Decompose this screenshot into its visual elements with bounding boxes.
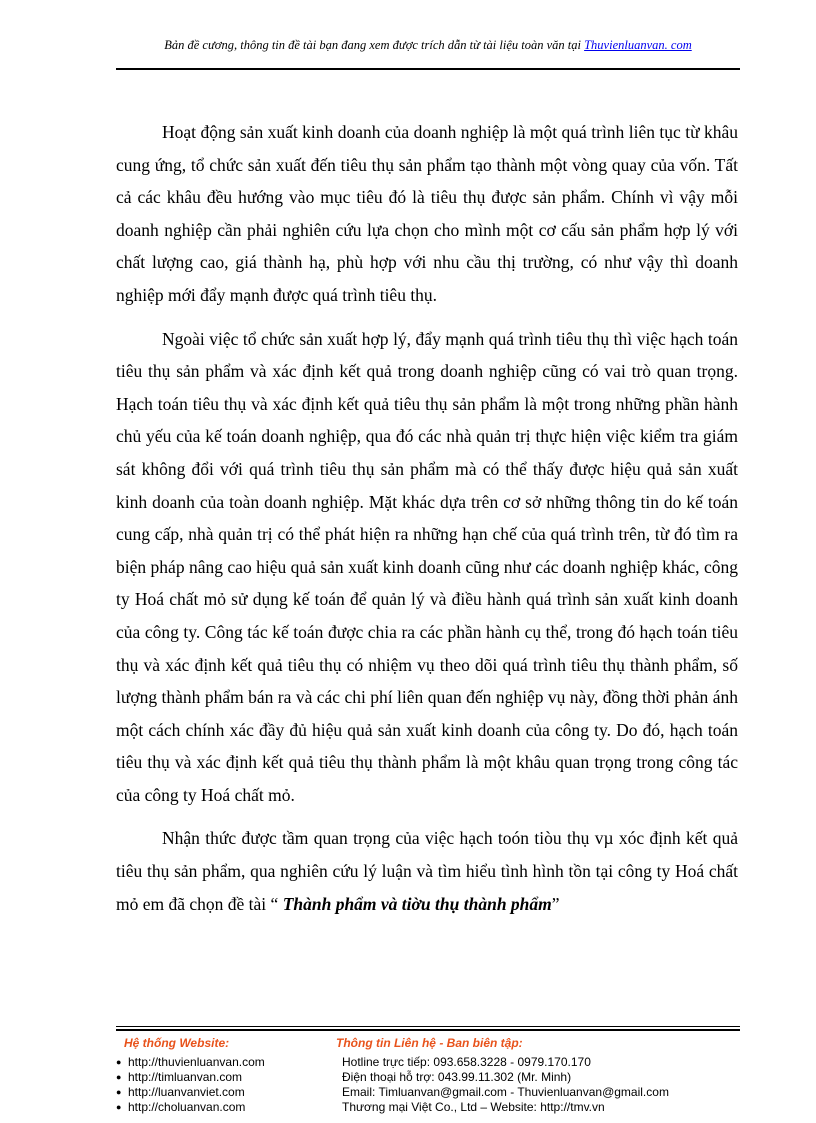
- support-phone-line: Điện thoại hỗ trợ: 043.99.11.302 (Mr. Minh): [342, 1070, 572, 1084]
- paragraph-1: Hoạt động sản xuất kinh doanh của doanh nghiệp là một quá trình liên tục từ khâu cung ứng, tổ chức sản xuất đến tiêu thụ sản phẩm tạo thành một vòng quay của vốn. Tất cả các khâu đều hướng vào mục tiêu đó là tiêu thụ được sản phẩm. Chính vì vậy mỗi doanh nghiệp cần phải nghiên cứu lựa chọn cho mình một cơ cấu sản phẩm hợp lý với chất lượng cao, giá thành hạ, phù hợp với nhu cầu thị trường, có như vậy thì doanh nghiệp mới đẩy mạnh được quá trình tiêu thụ.: [116, 122, 738, 305]
- footer-divider-thin: [116, 1026, 740, 1027]
- email-line: Email: Timluanvan@gmail.com - Thuvienluanvan@gmail.com: [342, 1085, 669, 1099]
- website-link[interactable]: http://thuvienluanvan.com: [128, 1055, 265, 1069]
- footer-divider-thick: [116, 1029, 740, 1031]
- website-item[interactable]: [116, 1100, 336, 1115]
- contact-section: [336, 1036, 740, 1115]
- contact-heading: Thông tin Liên hệ - Ban biên tập:: [336, 1036, 523, 1050]
- bullet-icon: ●: [116, 1102, 122, 1112]
- website-link[interactable]: http://luanvanviet.com: [128, 1085, 245, 1099]
- contact-lines: [336, 1055, 740, 1115]
- paragraph-3: [116, 822, 738, 920]
- page-header: [116, 38, 740, 53]
- document-body: [116, 116, 738, 920]
- paragraph-2: Ngoài việc tổ chức sản xuất hợp lý, đẩy mạnh quá trình tiêu thụ thì việc hạch toán tiêu thụ sản phẩm và xác định kết quả trong doanh nghiệp cũng có vai trò quan trọng. Hạch toán tiêu thụ và xác định kết quả tiêu thụ sản phẩm là một trong những phần hành chủ yếu của kế toán doanh nghiệp, qua đó các nhà quản trị thực hiện việc kiểm tra giám sát không đổi với quá trình tiêu thụ sản phẩm mà có thể thấy được hiệu quả sản xuất kinh doanh của toàn doanh nghiệp. Mặt khác dựa trên cơ sở những thông tin do kế toán cung cấp, nhà quản trị có thể phát hiện ra những hạn chế của quá trình trên, từ đó tìm ra biện pháp nâng cao hiệu quả sản xuất kinh doanh cũng như các doanh nghiệp khác, công ty Hoá chất mỏ sử dụng kế toán để quản lý và điều hành quá trình sản xuất kinh doanh của công ty. Công tác kế toán được chia ra các phần hành cụ thể, trong đó hạch toán tiêu thụ và xác định kết quả tiêu thụ có nhiệm vụ theo dõi quá trình tiêu thụ thành phẩm, số lượng thành phẩm bán ra và các chi phí liên quan đến nghiệp vụ này, đồng thời phản ánh một cách chính xác đầy đủ hiệu quả sản xuất kinh doanh của công ty. Do đó, hạch toán tiêu thụ và xác định kết quả tiêu thụ thành phẩm là một khâu quan trọng trong công tác của công ty Hoá chất mỏ.: [116, 328, 738, 805]
- bullet-icon: ●: [116, 1087, 122, 1097]
- bullet-icon: ●: [116, 1057, 122, 1067]
- website-link[interactable]: http://choluanvan.com: [128, 1100, 246, 1114]
- website-link[interactable]: http://timluanvan.com: [128, 1070, 243, 1084]
- websites-list: [116, 1055, 336, 1115]
- bullet-icon: ●: [116, 1072, 122, 1082]
- website-item[interactable]: [116, 1055, 336, 1070]
- website-item[interactable]: [116, 1070, 336, 1085]
- websites-heading: Hệ thống Website:: [124, 1036, 230, 1050]
- company-line: Thương mại Việt Co., Ltd – Website: http://tmv.vn: [342, 1100, 605, 1114]
- paragraph-3-closing-quote: ”: [551, 893, 560, 914]
- header-link[interactable]: Thuvienluanvan. com: [584, 38, 692, 52]
- website-item[interactable]: [116, 1085, 336, 1100]
- websites-section: [116, 1036, 336, 1115]
- header-divider: [116, 68, 740, 70]
- header-text: Bản đề cương, thông tin đề tài bạn đang xem được trích dẫn từ tài liệu toàn văn tại: [164, 38, 585, 52]
- hotline-line: Hotline trực tiếp: 093.658.3228 - 0979.170.170: [342, 1055, 591, 1069]
- paragraph-3-text: Nhận thức được tầm quan trọng của việc hạch toón tiòu thụ vµ xóc định kết quả tiêu thụ sản phẩm, qua nghiên cứu lý luận và tìm hiểu tình hình tồn tại công ty Hoá chất mỏ em đã chọn đề tài “: [116, 828, 738, 914]
- thesis-title: Thành phẩm và tiờu thụ thành phẩm: [282, 893, 552, 914]
